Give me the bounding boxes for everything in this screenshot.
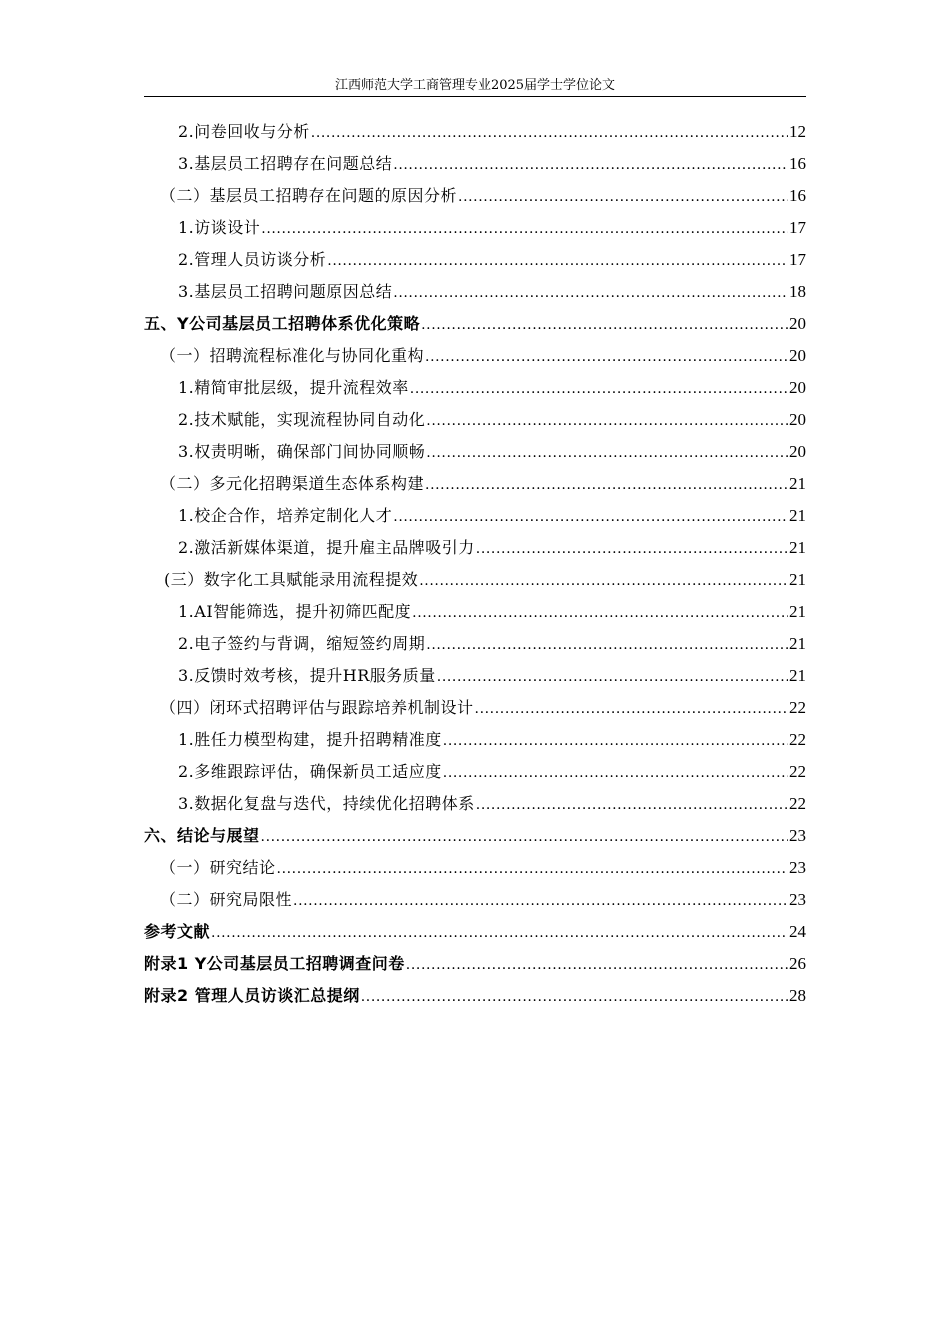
toc-entry[interactable]	[144, 948, 806, 980]
toc-entry-label: (三）数字化工具赋能录用流程提效	[164, 570, 419, 589]
toc-entry-label: 2.多维跟踪评估，确保新员工适应度	[178, 762, 442, 781]
toc-page-number: 20	[789, 314, 806, 333]
header-rule	[144, 96, 806, 97]
toc-page-number: 21	[789, 538, 806, 557]
toc-page-number: 12	[789, 122, 806, 141]
toc-entry[interactable]	[144, 820, 806, 852]
toc-entry-label: （二）多元化招聘渠道生态体系构建	[160, 474, 425, 493]
toc-page-number: 28	[789, 986, 806, 1005]
dot-leader	[261, 821, 788, 853]
toc-entry[interactable]	[144, 276, 806, 308]
toc-entry[interactable]	[144, 532, 806, 564]
dot-leader	[412, 597, 788, 629]
toc-page-number: 23	[789, 858, 806, 877]
dot-leader	[425, 341, 788, 373]
toc-entry[interactable]	[144, 692, 806, 724]
toc-entry[interactable]	[144, 756, 806, 788]
dot-leader	[426, 629, 788, 661]
dot-leader	[393, 277, 788, 309]
toc-page-number: 21	[789, 666, 806, 685]
toc-entry-label: 1.校企合作，培养定制化人才	[178, 506, 393, 525]
toc-page-number: 22	[789, 730, 806, 749]
toc-entry-label: 2.技术赋能，实现流程协同自动化	[178, 410, 426, 429]
toc-entry-label: （一）招聘流程标准化与协同化重构	[160, 346, 425, 365]
toc-page-number: 23	[789, 826, 806, 845]
toc-entry-label: 2.管理人员访谈分析	[178, 250, 327, 269]
toc-page-number: 20	[789, 378, 806, 397]
toc-entry[interactable]	[144, 884, 806, 916]
dot-leader	[475, 693, 788, 725]
dot-leader	[476, 533, 788, 565]
toc-entry[interactable]	[144, 788, 806, 820]
dot-leader	[458, 181, 788, 213]
toc-entry[interactable]	[144, 244, 806, 276]
toc-page-number: 21	[789, 570, 806, 589]
toc-page-number: 17	[789, 250, 806, 269]
dot-leader	[419, 565, 788, 597]
toc-entry[interactable]	[144, 980, 806, 1012]
toc-page-number: 20	[789, 346, 806, 365]
toc-page-number: 16	[789, 186, 806, 205]
toc-page-number: 22	[789, 794, 806, 813]
toc-entry[interactable]	[144, 340, 806, 372]
toc-entry-label: 1.AI智能筛选，提升初筛匹配度	[178, 602, 412, 621]
dot-leader	[327, 245, 788, 277]
toc-entry[interactable]	[144, 212, 806, 244]
toc-entry-label: 2.激活新媒体渠道，提升雇主品牌吸引力	[178, 538, 475, 557]
dot-leader	[443, 757, 788, 789]
toc-page-number: 26	[789, 954, 806, 973]
dot-leader	[421, 309, 788, 341]
toc-entry-label: （二）研究局限性	[160, 890, 293, 909]
running-header: 江西师范大学工商管理专业2025届学士学位论文	[334, 78, 616, 93]
dot-leader	[410, 373, 788, 405]
dot-leader	[426, 437, 788, 469]
toc-page-number: 17	[789, 218, 806, 237]
dot-leader	[393, 149, 788, 181]
toc-entry[interactable]	[144, 116, 806, 148]
toc-page-number: 22	[789, 762, 806, 781]
toc-entry[interactable]	[144, 628, 806, 660]
dot-leader	[277, 853, 788, 885]
toc-entry-label: 附录2 管理人员访谈汇总提纲	[144, 986, 360, 1005]
toc-entry[interactable]	[144, 180, 806, 212]
toc-entry[interactable]	[144, 372, 806, 404]
toc-entry-label: 五、Y公司基层员工招聘体系优化策略	[144, 314, 421, 333]
toc-page-number: 16	[789, 154, 806, 173]
toc-entry-label: 六、结论与展望	[144, 826, 260, 845]
toc-entry[interactable]	[144, 660, 806, 692]
toc-entry[interactable]	[144, 916, 806, 948]
toc-entry[interactable]	[144, 564, 806, 596]
toc-page-number: 18	[789, 282, 806, 301]
toc-entry-label: 3.反馈时效考核，提升HR服务质量	[178, 666, 436, 685]
toc-entry-label: 3.基层员工招聘存在问题总结	[178, 154, 393, 173]
toc-page-number: 20	[789, 410, 806, 429]
toc-entry-label: 1.胜任力模型构建，提升招聘精准度	[178, 730, 442, 749]
toc-page-number: 22	[789, 698, 806, 717]
toc-entry[interactable]	[144, 500, 806, 532]
dot-leader	[211, 917, 788, 949]
toc-entry[interactable]	[144, 436, 806, 468]
toc-entry[interactable]	[144, 308, 806, 340]
toc-entry-label: 2.问卷回收与分析	[178, 122, 310, 141]
toc-page-number: 20	[789, 442, 806, 461]
toc-entry-label: 参考文献	[144, 922, 211, 941]
dot-leader	[425, 469, 788, 501]
toc-entry-label: 1.访谈设计	[178, 218, 261, 237]
toc-entry-label: （四）闭环式招聘评估与跟踪培养机制设计	[160, 698, 474, 717]
toc-page-number: 21	[789, 506, 806, 525]
dot-leader	[293, 885, 788, 917]
toc-entry-label: （一）研究结论	[160, 858, 276, 877]
dot-leader	[476, 789, 788, 821]
dot-leader	[311, 117, 788, 149]
toc-entry[interactable]	[144, 596, 806, 628]
toc-page-number: 21	[789, 634, 806, 653]
toc-entry-label: 3.基层员工招聘问题原因总结	[178, 282, 393, 301]
toc-page-number: 21	[789, 474, 806, 493]
table-of-contents	[144, 116, 806, 1012]
dot-leader	[261, 213, 788, 245]
dot-leader	[426, 405, 788, 437]
dot-leader	[443, 725, 788, 757]
dot-leader	[361, 981, 788, 1013]
toc-entry-label: 2.电子签约与背调，缩短签约周期	[178, 634, 426, 653]
toc-entry-label: 3.数据化复盘与迭代，持续优化招聘体系	[178, 794, 475, 813]
dot-leader	[393, 501, 788, 533]
toc-entry[interactable]	[144, 852, 806, 884]
toc-entry[interactable]	[144, 724, 806, 756]
toc-page-number: 24	[789, 922, 806, 941]
toc-entry-label: 1.精简审批层级，提升流程效率	[178, 378, 409, 397]
toc-page-number: 21	[789, 602, 806, 621]
toc-page-number: 23	[789, 890, 806, 909]
toc-entry-label: （二）基层员工招聘存在问题的原因分析	[160, 186, 458, 205]
toc-entry[interactable]	[144, 404, 806, 436]
toc-entry-label: 附录1 Y公司基层员工招聘调查问卷	[144, 954, 405, 973]
toc-entry-label: 3.权责明晰，确保部门间协同顺畅	[178, 442, 426, 461]
dot-leader	[437, 661, 788, 693]
toc-entry[interactable]	[144, 468, 806, 500]
dot-leader	[406, 949, 788, 981]
toc-entry[interactable]	[144, 148, 806, 180]
